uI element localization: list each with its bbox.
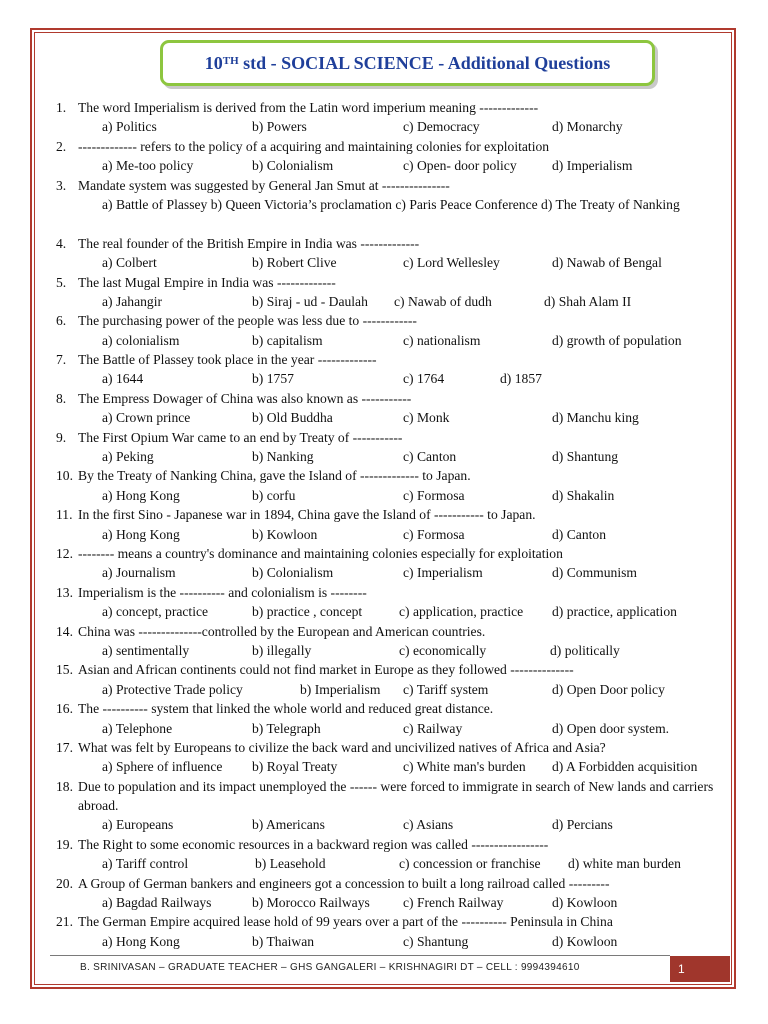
option-d: d) Shakalin — [552, 487, 615, 503]
option-a: a) Bagdad Railways — [102, 895, 212, 911]
option-a: a) Crown prince — [102, 410, 191, 426]
question-number: 1. — [56, 100, 67, 115]
option-a: a) Colbert — [102, 255, 157, 271]
option-c: c) Monk — [403, 410, 450, 426]
option-a: a) Sphere of influence — [102, 759, 223, 775]
question-9 — [56, 428, 736, 447]
options-row — [56, 815, 736, 834]
question-text: By the Treaty of Nanking China, gave the Island of ------------- to Japan. — [78, 468, 471, 484]
option-line: a) Battle of Plassey b) Queen Victoria’s proclamation c) Paris Peace Conference d) The Treaty of Nanking — [102, 196, 680, 212]
question-17 — [56, 738, 736, 757]
question-number: 3. — [56, 177, 67, 193]
options-row — [56, 757, 736, 776]
footer-credit: B. SRINIVASAN – GRADUATE TEACHER – GHS GANGALERI – KRISHNAGIRI DT – CELL : 9994394610 — [80, 962, 580, 973]
option-a: a) Hong Kong — [102, 526, 180, 542]
options-row — [56, 563, 736, 582]
title-text: std - SOCIAL SCIENCE - Additional Questions — [238, 52, 611, 73]
option-d: d) Imperialism — [552, 158, 633, 174]
question-number: 21. — [56, 914, 73, 930]
question-number: 17. — [56, 739, 73, 755]
option-c: c) Railway — [403, 720, 463, 736]
option-b: b) capitalism — [252, 332, 323, 348]
option-a: a) Me-too policy — [102, 158, 194, 174]
question-number: 5. — [56, 274, 67, 290]
question-text: China was --------------controlled by the European and American countries. — [78, 623, 486, 639]
option-b: b) Robert Clive — [252, 255, 337, 271]
option-c: c) White man's burden — [403, 759, 526, 775]
options-row — [56, 195, 736, 234]
question-text: ------------- refers to the policy of a acquiring and maintaining colonies for exploitation — [78, 138, 550, 154]
question-number: 13. — [56, 584, 73, 600]
page-title — [160, 40, 655, 86]
question-11 — [56, 505, 736, 524]
option-d: d) Monarchy — [552, 119, 623, 135]
question-text: The purchasing power of the people was less due to ------------ — [78, 313, 417, 329]
question-2 — [56, 137, 736, 156]
option-a: a) concept, practice — [102, 604, 209, 620]
option-c: c) concession or franchise — [399, 856, 541, 872]
question-number: 2. — [56, 138, 67, 154]
question-12 — [56, 544, 736, 563]
option-c: c) Asians — [403, 817, 454, 833]
question-text: Imperialism is the ---------- and colonialism is -------- — [78, 584, 367, 600]
option-d: d) Kowloon — [552, 895, 618, 911]
question-number: 16. — [56, 701, 73, 717]
question-13 — [56, 583, 736, 602]
question-text: The Battle of Plassey took place in the year ------------- — [78, 352, 377, 368]
option-c: c) French Railway — [403, 895, 504, 911]
option-a: a) Hong Kong — [102, 933, 180, 949]
question-number: 15. — [56, 662, 73, 678]
option-b: b) Colonialism — [252, 158, 334, 174]
option-b: b) illegally — [252, 642, 312, 658]
options-row — [56, 893, 736, 912]
option-d: d) politically — [550, 642, 620, 658]
options-row — [56, 292, 736, 311]
option-a: a) Hong Kong — [102, 487, 180, 503]
option-c: c) application, practice — [399, 604, 524, 620]
options-row — [56, 641, 736, 660]
option-a: a) Protective Trade policy — [102, 681, 243, 697]
options-row — [56, 854, 736, 873]
question-text: The Empress Dowager of China was also known as ----------- — [78, 390, 412, 406]
option-d: d) Canton — [552, 526, 606, 542]
option-c: c) 1764 — [403, 371, 445, 387]
option-d: d) Manchu king — [552, 410, 639, 426]
question-text: The ---------- system that linked the whole world and reduced great distance. — [78, 701, 494, 717]
question-10 — [56, 466, 736, 485]
option-c: c) Formosa — [403, 526, 465, 542]
option-a: a) Telephone — [102, 720, 173, 736]
footer-divider — [50, 955, 670, 956]
options-row — [56, 525, 736, 544]
option-c: c) nationalism — [403, 332, 481, 348]
option-b: b) Thaiwan — [252, 933, 315, 949]
option-a: a) sentimentally — [102, 642, 190, 658]
option-a: a) Journalism — [102, 565, 176, 581]
question-6 — [56, 311, 736, 330]
options-row — [56, 680, 736, 699]
options-row — [56, 602, 736, 621]
question-text: Mandate system was suggested by General Jan Smut at --------------- — [78, 177, 450, 193]
option-d: d) Shah Alam II — [544, 293, 632, 309]
question-text: The last Mugal Empire in India was ------------- — [78, 274, 336, 290]
options-row — [56, 486, 736, 505]
question-text: A Group of German bankers and engineers got a concession to built a long railroad called --------- — [78, 875, 610, 891]
option-b: b) Americans — [252, 817, 325, 833]
question-number: 4. — [56, 235, 67, 251]
question-8 — [56, 389, 736, 408]
option-d: d) growth of population — [552, 332, 682, 348]
question-text: The word Imperialism is derived from the Latin word imperium meaning ------------- — [78, 100, 539, 115]
question-15 — [56, 660, 736, 679]
title-grade-suffix: TH — [222, 55, 239, 67]
question-number: 7. — [56, 352, 67, 368]
option-a: a) Peking — [102, 449, 154, 465]
options-row — [56, 369, 736, 388]
options-row — [56, 932, 736, 951]
option-b: b) corfu — [252, 487, 296, 503]
option-a: a) Jahangir — [102, 293, 163, 309]
option-d: d) practice, application — [552, 604, 677, 620]
option-b: b) Royal Treaty — [252, 759, 338, 775]
option-c: c) Lord Wellesley — [403, 255, 500, 271]
option-b: b) Leasehold — [255, 856, 326, 872]
question-list — [56, 98, 736, 951]
options-row — [56, 447, 736, 466]
option-b: b) Nanking — [252, 449, 314, 465]
page-number-badge: 1 — [670, 956, 730, 982]
option-c: c) Canton — [403, 449, 457, 465]
option-c: c) economically — [399, 642, 487, 658]
question-number: 20. — [56, 875, 73, 891]
option-c: c) Formosa — [403, 487, 465, 503]
question-text: The Right to some economic resources in a backward region was called ----------------- — [78, 836, 549, 852]
question-1 — [56, 98, 736, 117]
option-d: d) Open Door policy — [552, 681, 665, 697]
options-row — [56, 331, 736, 350]
question-text: What was felt by Europeans to civilize the back ward and uncivilized natives of Africa and Asia? — [78, 739, 606, 755]
question-number: 11. — [56, 507, 73, 523]
question-20 — [56, 874, 736, 893]
question-text: Due to population and its impact unemployed the ------ were forced to immigrate in search of New lands and carriers abroad. — [78, 778, 714, 814]
options-row — [56, 408, 736, 427]
option-d: d) Communism — [552, 565, 637, 581]
option-d: d) Shantung — [552, 449, 619, 465]
title-grade: 10 — [204, 52, 223, 73]
question-3 — [56, 176, 736, 195]
option-b: b) 1757 — [252, 371, 294, 387]
question-7 — [56, 350, 736, 369]
option-b: b) Kowloon — [252, 526, 318, 542]
option-b: b) Morocco Railways — [252, 895, 370, 911]
option-b: b) Telegraph — [252, 720, 321, 736]
options-row — [56, 719, 736, 738]
option-b: b) Powers — [252, 119, 307, 135]
option-d: d) 1857 — [500, 371, 542, 387]
option-b: b) practice , concept — [252, 604, 363, 620]
question-text: Asian and African continents could not find market in Europe as they followed -------------- — [78, 662, 574, 678]
question-number: 18. — [56, 778, 73, 794]
option-a: a) colonialism — [102, 332, 180, 348]
option-d: d) Nawab of Bengal — [552, 255, 662, 271]
question-text: In the first Sino - Japanese war in 1894, China gave the Island of ----------- to Japan. — [78, 507, 536, 523]
question-text: -------- means a country's dominance and maintaining colonies especially for exploitation — [78, 546, 563, 561]
question-4 — [56, 234, 736, 253]
option-a: a) Tariff control — [102, 856, 189, 872]
question-18 — [56, 777, 736, 816]
option-c: c) Open- door policy — [403, 158, 517, 174]
option-b: b) Imperialism — [300, 681, 381, 697]
question-number: 10. — [56, 468, 73, 484]
question-number: 8. — [56, 390, 67, 406]
option-a: a) Politics — [102, 119, 157, 135]
question-5 — [56, 273, 736, 292]
options-row — [56, 117, 736, 136]
question-14 — [56, 622, 736, 641]
question-text: The real founder of the British Empire in India was ------------- — [78, 235, 420, 251]
option-d: d) white man burden — [568, 856, 681, 872]
option-d: d) Percians — [552, 817, 613, 833]
question-number: 14. — [56, 623, 73, 639]
question-text: The German Empire acquired lease hold of 99 years over a part of the ---------- Peninsula in China — [78, 914, 613, 930]
option-c: c) Democracy — [403, 119, 480, 135]
options-row — [56, 156, 736, 175]
option-b: b) Old Buddha — [252, 410, 333, 426]
option-b: b) Siraj - ud - Daulah — [252, 293, 368, 309]
question-number: 6. — [56, 313, 67, 329]
option-d: d) Open door system. — [552, 720, 670, 736]
question-number: 19. — [56, 836, 73, 852]
options-row — [56, 253, 736, 272]
option-c: c) Shantung — [403, 933, 469, 949]
question-21 — [56, 912, 736, 931]
option-a: a) Europeans — [102, 817, 174, 833]
question-text: The First Opium War came to an end by Treaty of ----------- — [78, 429, 403, 445]
option-c: c) Tariff system — [403, 681, 489, 697]
question-number: 9. — [56, 429, 67, 445]
option-d: d) A Forbidden acquisition — [552, 759, 698, 775]
question-number: 12. — [56, 546, 73, 561]
option-a: a) 1644 — [102, 371, 144, 387]
option-c: c) Imperialism — [403, 565, 483, 581]
question-16 — [56, 699, 736, 718]
option-d: d) Kowloon — [552, 933, 618, 949]
option-b: b) Colonialism — [252, 565, 334, 581]
option-c: c) Nawab of dudh — [394, 293, 492, 309]
question-19 — [56, 835, 736, 854]
